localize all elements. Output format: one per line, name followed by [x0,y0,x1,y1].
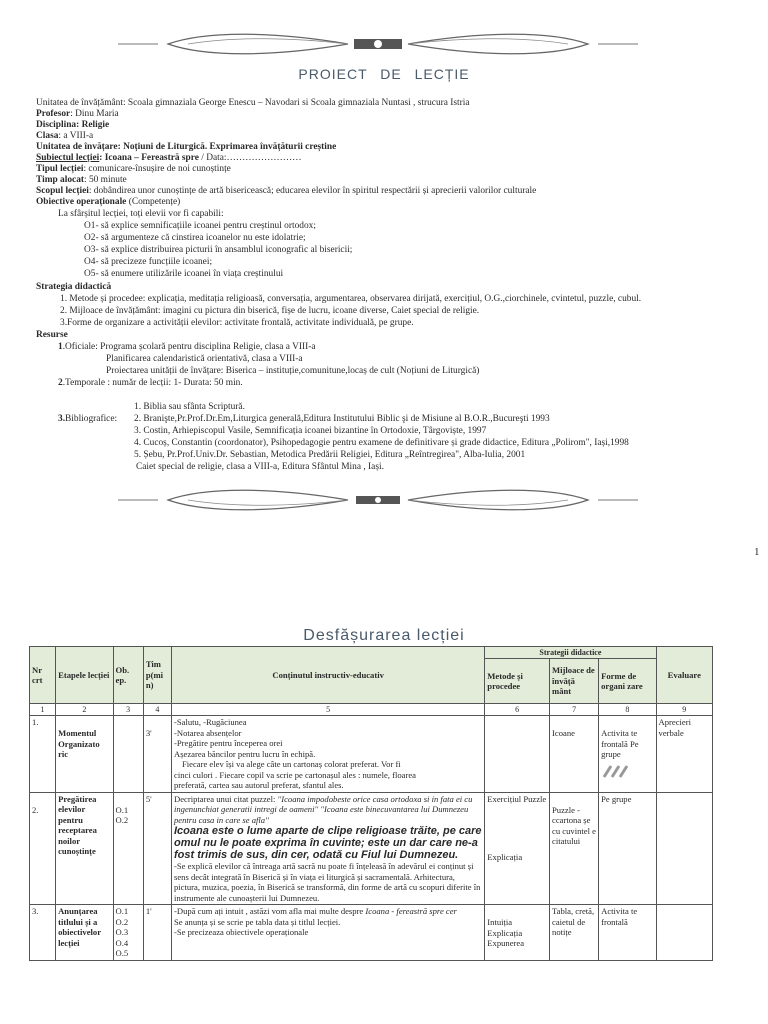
strategia-item: 3.Forme de organizare a activității elevilor: activitate frontală, activitate individuală, pe grupe. [60,318,414,328]
row-evaluare [656,905,712,961]
row-forme: Activita te frontală Pe grupe [599,716,656,793]
bibliografie-item: 4. Cucoș, Constantin (coordonator), Psihopedagogie pentru examene de definitivare și grade didactice, Editura „Polirom", Iași,1998 [134,438,629,448]
col-header-continut: Conținutul instructiv-educativ [172,647,485,704]
col-number: 3 [113,704,143,716]
row-continut: -Salutu, -Rugăciunea -Notarea absențelor -Pregătire pentru începerea orei Așezarea băncilor pentru lucru în echipă. Fiecare elev își va alege câte un cartonaș colorat preferat. Vor fi cinci culori . Fiecare copil va scrie pe cartonașul ales : numele, floarea preferată, cartea sau autorul preferat, sfantul ales. [172,716,485,793]
col-header-nr: Nr crt [30,647,56,704]
strategia-item: 2. Mijloace de învățământ: imagini cu pictura din biserică, fișe de lucru, icoane diverse, Caiet special de religie. [60,306,480,316]
row-etapa: Momentul Organizato ric [56,716,113,793]
col-number: 6 [485,704,550,716]
tipul-line: Tipul lecției: comunicare-însușire de noi cunoștințe [36,164,231,174]
row-mijloace: Puzzle - ccartona șe cu cuvintel e citatului [550,792,599,905]
col-number: 8 [599,704,656,716]
col-header-ob: Ob. ep. [113,647,143,704]
col-header-forme: Forme de organi zare [599,659,656,704]
col-header-etape: Etapele lecției [56,647,113,704]
bibliografie-item: 3. Costin, Arhiepiscopul Vasile, Semnificația icoanei bizantine în Ortodoxie, Târgoviște, 1997 [134,426,487,436]
row-forme: Pe grupe [599,792,656,905]
row-ob: O.1 O.2 O.3 O.4 O.5 [113,905,143,961]
page-number: 1 [754,546,760,558]
resurse-temporale: 2.Temporale : număr de lecții: 1- Durata: 50 min. [58,378,243,388]
page-title: PROIECT DE LECȚIE [298,66,470,82]
bibliografie-item: 2. Branişte,Pr.Prof.Dr.Em,Liturgica generală,Editura Institutului Biblic şi de Misiune al B.O.R.,Bucureşti 1993 [134,414,550,424]
caiet-line: Caiet special de religie, clasa a VIII-a, Editura Sfântul Mina , Iași. [136,462,384,472]
bibliografie-label: 3.Bibliografice: [58,414,118,424]
row-metode: Intuiția Explicația Expunerea [485,905,550,961]
bibliografie-item: 5. Șebu, Pr.Prof.Univ.Dr. Sebastian, Metodica Predării Religiei, Editura „Reîntregirea", Alba-Iulia, 2001 [134,450,526,460]
col-header-evaluare: Evaluare [656,647,712,704]
row-ob: O.1 O.2 [113,792,143,905]
col-number: 1 [30,704,56,716]
row-metode [485,716,550,793]
obiectiv-item: O3- să explice distribuirea picturii în ansamblul iconografic al bisericii; [84,245,353,255]
obiectiv-item: O1- să explice semnificațiile icoanei pentru creștinul ortodox; [84,221,316,231]
group-arrows-icon [601,762,631,780]
col-number: 7 [550,704,599,716]
resurse-oficiale-3: Proiectarea unității de învățare: Biserica – instituție,comunitune,locaș de cult (Noțiuni de Liturgică) [106,366,480,376]
table-row [30,905,713,961]
row-etapa: Pregătirea elevilor pentru receptarea noilor cunoștințe [56,792,113,905]
strategia-item: 1. Metode și procedee: explicația, meditația religioasă, conversația, argumentarea, observarea dirijată, exercițiul, O.G.,ciorchinele, cvintetul, puzzle, cubul. [60,294,642,304]
row-timp: 1' [143,905,171,961]
row-nr: 1. [30,716,56,793]
row-evaluare: Aprecieri verbale [656,716,712,793]
col-number: 9 [656,704,712,716]
table-row [30,792,713,905]
scopul-line: Scopul lecției: dobândirea unor cunoștințe de artă bisericească; educarea elevilor în spiritul respectării și aprecierii valorilor culturale [36,186,537,196]
disciplina-line: Disciplina: Religie [36,120,110,130]
obiectiv-item: O4- să precizeze funcțiile icoanei; [84,257,213,267]
row-timp: 3' [143,716,171,793]
row-ob [113,716,143,793]
row-mijloace: Tabla, cretă, caietul de notițe [550,905,599,961]
unitate-invatare-line: Unitatea de învățare: Noțiuni de Liturgică. Exprimarea învățăturii creștine [36,142,337,152]
obiectiv-item: O2- să argumenteze că cinstirea icoanelor nu este idolatrie; [84,233,306,243]
row-continut: Decriptarea unui citat puzzel: ''Icoana impodobeste orice casa ortodoxa si in fata ei cu ingenunchiat generatii intregi de oameni'' ''Icoana este binecuvantarea lui Dumnezeu pentru casa in care se afla'' Icoana este o lume aparte de clipe religioase trăite, pe care omul nu le poate exprima în cuvinte; este un dar care ne-a fost trimis de sus, din cer, odată cu Fiul lui Dumnezeu. -Se explică elevilor că întreaga artă sacră nu poate fi înțeleasă în adevărul ei conținut și sens decât integrată în Biserică și în viața ei liturgică și sacramentală. Arhitectura, pictura, muzica, poezia, în Biserică se transformă, din forme de artă cu scopuri diferite în instrumente ale cunoașterii lui Dumnezeu. [172,792,485,905]
col-header-metode: Metode și procedee [485,659,550,704]
row-evaluare [656,792,712,905]
col-header-timp: Tim p(mi n) [143,647,171,704]
profesor-line: Profesor: Dinu Maria [36,109,119,119]
row-timp: 5' [143,792,171,905]
resurse-oficiale-2: Planificarea calendaristică orientativă, clasa a VIII-a [106,354,303,364]
col-number: 5 [172,704,485,716]
table-row [30,716,713,793]
col-number: 4 [143,704,171,716]
lesson-table [29,646,713,961]
obiective-intro: La sfârșitul lecției, toți elevii vor fi capabili: [58,209,224,219]
section-title: Desfășurarea lecției [303,627,465,644]
row-forme: Activita te frontală [599,905,656,961]
row-metode: Exercițiul Puzzle Explicația [485,792,550,905]
clasa-line: Clasa: a VIII-a [36,131,94,141]
col-number: 2 [56,704,113,716]
ornament-bottom-divider [118,486,638,514]
row-nr: 3. [30,905,56,961]
resurse-oficiale: 1.Oficiale: Programa școlară pentru disciplina Religie, clasa a VIII-a [58,342,316,352]
col-header-strategii: Strategii didactice [485,647,656,659]
row-mijloace: Icoane [550,716,599,793]
ornament-top-divider [118,30,638,58]
unitatea-line: Unitatea de învățământ: Scoala gimnaziala George Enescu – Navodari si Scoala gimnaziala Nuntasi , strucura Istria [36,98,470,108]
row-nr: 2. [30,792,56,905]
col-header-mijloace: Mijloace de învăță mânt [550,659,599,704]
subiect-line: Subiectul lecției: Icoana – Fereastră spre / Data:…………………… [36,153,302,163]
obiectiv-item: O5- să enumere utilizările icoanei în viața creștinului [84,269,284,279]
resurse-label: Resurse [36,330,68,340]
strategia-label: Strategia didactică [36,282,112,292]
row-continut: -După cum ați intuit , astăzi vom afla mai multe despre Icoana - fereastră spre cer Se anunța și se scrie pe tabla data și titlul lecției. -Se precizeaza obiectivele operaționale [172,905,485,961]
timp-line: Timp alocat: 50 minute [36,175,127,185]
obiective-line: Obiective operaționale (Competențe) [36,197,181,207]
bibliografie-item: 1. Biblia sau sfânta Scriptură. [134,402,245,412]
row-etapa: Anunțarea titlului și a obiectivelor lecției [56,905,113,961]
